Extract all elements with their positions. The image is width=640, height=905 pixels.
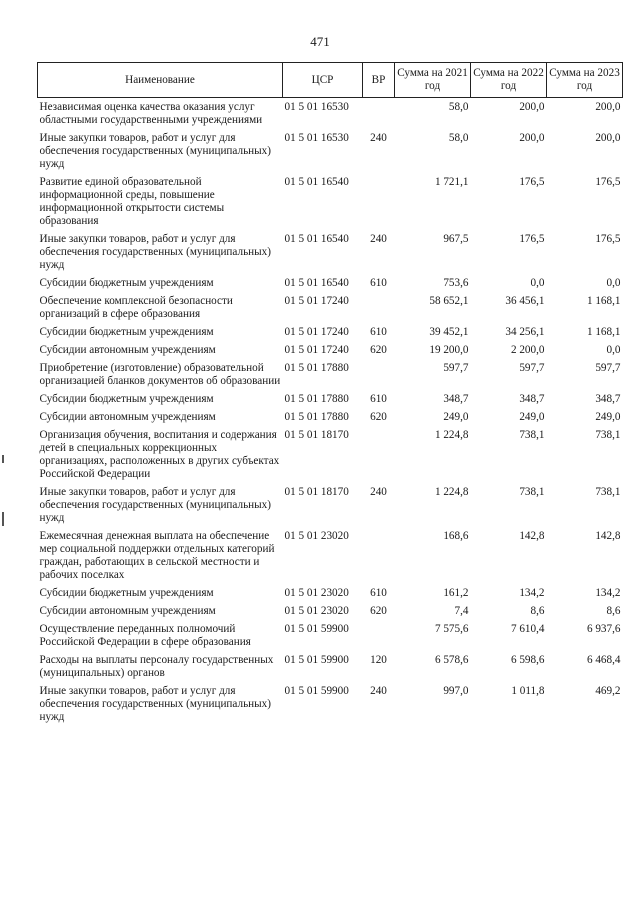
table-row [38, 424, 623, 481]
table-row [38, 600, 623, 618]
row-sum-2023: 1 168,1 [586, 295, 621, 307]
table-row [38, 339, 623, 357]
row-sum-2021: 1 721,1 [434, 176, 469, 188]
row-sum-2022: 249,0 [519, 411, 545, 423]
row-csr: 01 5 01 59900 [284, 623, 349, 635]
row-name: Субсидии бюджетным учреждениям [39, 393, 214, 405]
row-csr: 01 5 01 23020 [284, 530, 349, 542]
row-sum-2022: 738,1 [519, 486, 545, 498]
row-sum-2023: 1 168,1 [586, 326, 621, 338]
row-vr: 120 [370, 654, 387, 666]
header-sum-2023: Сумма на 2023 год [547, 63, 623, 98]
table-row [38, 357, 623, 388]
row-sum-2021: 58 652,1 [429, 295, 469, 307]
table-row [38, 228, 623, 272]
row-csr: 01 5 01 17880 [284, 411, 349, 423]
row-name: Ежемесячная денежная выплата на обеспечение мер социальной поддержки отдельных категорий граждан, работающих в сельской местности и рабочих поселках [39, 530, 275, 581]
row-vr: 240 [370, 486, 387, 498]
table-header-row [38, 63, 623, 98]
row-sum-2023: 249,0 [595, 411, 621, 423]
row-sum-2022: 36 456,1 [505, 295, 545, 307]
row-vr: 610 [370, 393, 387, 405]
row-name: Иные закупки товаров, работ и услуг для обеспечения государственных (муниципальных) нужд [39, 486, 271, 524]
row-csr: 01 5 01 23020 [284, 587, 349, 599]
row-sum-2021: 753,6 [443, 277, 469, 289]
page-number: 471 [310, 34, 330, 49]
row-sum-2023: 348,7 [595, 393, 621, 405]
row-name: Независимая оценка качества оказания услуг областными государственными учреждениями [39, 101, 263, 126]
row-vr [363, 171, 395, 228]
row-vr: 240 [370, 233, 387, 245]
row-csr: 01 5 01 18170 [284, 429, 349, 441]
row-csr: 01 5 01 17240 [284, 326, 349, 338]
row-sum-2022: 142,8 [519, 530, 545, 542]
row-name: Иные закупки товаров, работ и услуг для обеспечения государственных (муниципальных) нужд [39, 132, 271, 170]
row-csr: 01 5 01 17240 [284, 344, 349, 356]
row-name: Осуществление переданных полномочий Российской Федерации в сфере образования [39, 623, 251, 648]
row-sum-2023: 200,0 [595, 132, 621, 144]
row-sum-2021: 168,6 [443, 530, 469, 542]
row-sum-2023: 200,0 [595, 101, 621, 113]
row-sum-2023: 469,2 [595, 685, 621, 697]
row-sum-2022: 6 598,6 [510, 654, 545, 666]
row-csr: 01 5 01 59900 [284, 654, 349, 666]
row-sum-2023: 176,5 [595, 176, 621, 188]
budget-table [37, 62, 623, 724]
margin-mark [2, 455, 4, 463]
table-row [38, 406, 623, 424]
row-sum-2021: 6 578,6 [434, 654, 469, 666]
row-vr [363, 290, 395, 321]
table-row [38, 680, 623, 724]
row-csr: 01 5 01 59900 [284, 685, 349, 697]
table-row [38, 321, 623, 339]
row-sum-2021: 997,0 [443, 685, 469, 697]
header-csr: ЦСР [283, 63, 363, 98]
row-vr [363, 424, 395, 481]
row-sum-2023: 6 468,4 [586, 654, 621, 666]
row-sum-2023: 6 937,6 [586, 623, 621, 635]
row-name: Организация обучения, воспитания и содержания детей в специальных коррекционных организациях, расположенных в других субъектах Российской Федерации [39, 429, 280, 480]
row-name: Расходы на выплаты персоналу государственных (муниципальных) органов [39, 654, 274, 679]
row-sum-2021: 161,2 [443, 587, 469, 599]
row-sum-2022: 1 011,8 [511, 685, 545, 697]
row-name: Развитие единой образовательной информационной среды, повышение информационной открытости системы образования [39, 176, 225, 227]
row-sum-2023: 0,0 [606, 344, 621, 356]
row-sum-2023: 8,6 [606, 605, 621, 617]
row-csr: 01 5 01 16540 [284, 233, 349, 245]
row-name: Иные закупки товаров, работ и услуг для обеспечения государственных (муниципальных) нужд [39, 233, 271, 271]
row-name: Субсидии автономным учреждениям [39, 605, 216, 617]
row-sum-2022: 7 610,4 [510, 623, 545, 635]
row-csr: 01 5 01 16530 [284, 132, 349, 144]
row-sum-2022: 738,1 [519, 429, 545, 441]
row-name: Иные закупки товаров, работ и услуг для обеспечения государственных (муниципальных) нужд [39, 685, 271, 723]
table-row [38, 649, 623, 680]
row-vr: 620 [370, 605, 387, 617]
header-name: Наименование [38, 63, 283, 98]
row-sum-2021: 1 224,8 [434, 486, 469, 498]
row-vr: 610 [370, 277, 387, 289]
row-sum-2022: 8,6 [530, 605, 545, 617]
row-name: Субсидии бюджетным учреждениям [39, 277, 214, 289]
row-csr: 01 5 01 17240 [284, 295, 349, 307]
row-vr: 620 [370, 411, 387, 423]
row-sum-2021: 967,5 [443, 233, 469, 245]
row-name: Субсидии автономным учреждениям [39, 411, 216, 423]
row-sum-2023: 738,1 [595, 486, 621, 498]
row-vr [363, 98, 395, 128]
row-name: Субсидии бюджетным учреждениям [39, 587, 214, 599]
row-name: Обеспечение комплексной безопасности организаций в сфере образования [39, 295, 233, 320]
row-sum-2023: 738,1 [595, 429, 621, 441]
row-sum-2023: 176,5 [595, 233, 621, 245]
table-row [38, 272, 623, 290]
row-name: Субсидии автономным учреждениям [39, 344, 216, 356]
row-sum-2023: 0,0 [606, 277, 621, 289]
row-csr: 01 5 01 16540 [284, 176, 349, 188]
row-sum-2021: 39 452,1 [429, 326, 469, 338]
table-row [38, 618, 623, 649]
row-vr: 240 [370, 132, 387, 144]
table-row [38, 290, 623, 321]
table-row [38, 525, 623, 582]
row-sum-2021: 7,4 [454, 605, 469, 617]
row-csr: 01 5 01 17880 [284, 362, 349, 374]
row-sum-2022: 134,2 [519, 587, 545, 599]
row-csr: 01 5 01 16530 [284, 101, 349, 113]
row-csr: 01 5 01 17880 [284, 393, 349, 405]
row-name: Приобретение (изготовление) образовательной организацией бланков документов об образовании [39, 362, 281, 387]
row-vr: 610 [370, 326, 387, 338]
row-sum-2021: 58,0 [448, 132, 469, 144]
row-vr [363, 618, 395, 649]
table-row [38, 481, 623, 525]
row-vr: 240 [370, 685, 387, 697]
row-sum-2022: 2 200,0 [510, 344, 545, 356]
row-sum-2022: 176,5 [519, 176, 545, 188]
header-sum-2022: Сумма на 2022 год [471, 63, 547, 98]
row-sum-2021: 7 575,6 [434, 623, 469, 635]
row-sum-2021: 249,0 [443, 411, 469, 423]
row-sum-2021: 58,0 [448, 101, 469, 113]
row-sum-2022: 348,7 [519, 393, 545, 405]
header-sum-2021: Сумма на 2021 год [395, 63, 471, 98]
row-vr [363, 357, 395, 388]
row-csr: 01 5 01 23020 [284, 605, 349, 617]
table-row [38, 171, 623, 228]
table-row [38, 127, 623, 171]
row-csr: 01 5 01 18170 [284, 486, 349, 498]
row-sum-2022: 176,5 [519, 233, 545, 245]
table-row [38, 98, 623, 128]
row-sum-2023: 134,2 [595, 587, 621, 599]
row-vr: 610 [370, 587, 387, 599]
row-csr: 01 5 01 16540 [284, 277, 349, 289]
row-sum-2021: 348,7 [443, 393, 469, 405]
row-sum-2023: 142,8 [595, 530, 621, 542]
table-row [38, 388, 623, 406]
header-vr: ВР [363, 63, 395, 98]
row-sum-2021: 1 224,8 [434, 429, 469, 441]
row-vr: 620 [370, 344, 387, 356]
row-sum-2023: 597,7 [595, 362, 621, 374]
row-sum-2022: 0,0 [530, 277, 545, 289]
row-sum-2021: 597,7 [443, 362, 469, 374]
row-sum-2022: 597,7 [519, 362, 545, 374]
row-vr [363, 525, 395, 582]
row-name: Субсидии бюджетным учреждениям [39, 326, 214, 338]
table-row [38, 582, 623, 600]
row-sum-2022: 34 256,1 [505, 326, 545, 338]
row-sum-2021: 19 200,0 [429, 344, 469, 356]
margin-mark [2, 512, 4, 526]
row-sum-2022: 200,0 [519, 101, 545, 113]
row-sum-2022: 200,0 [519, 132, 545, 144]
